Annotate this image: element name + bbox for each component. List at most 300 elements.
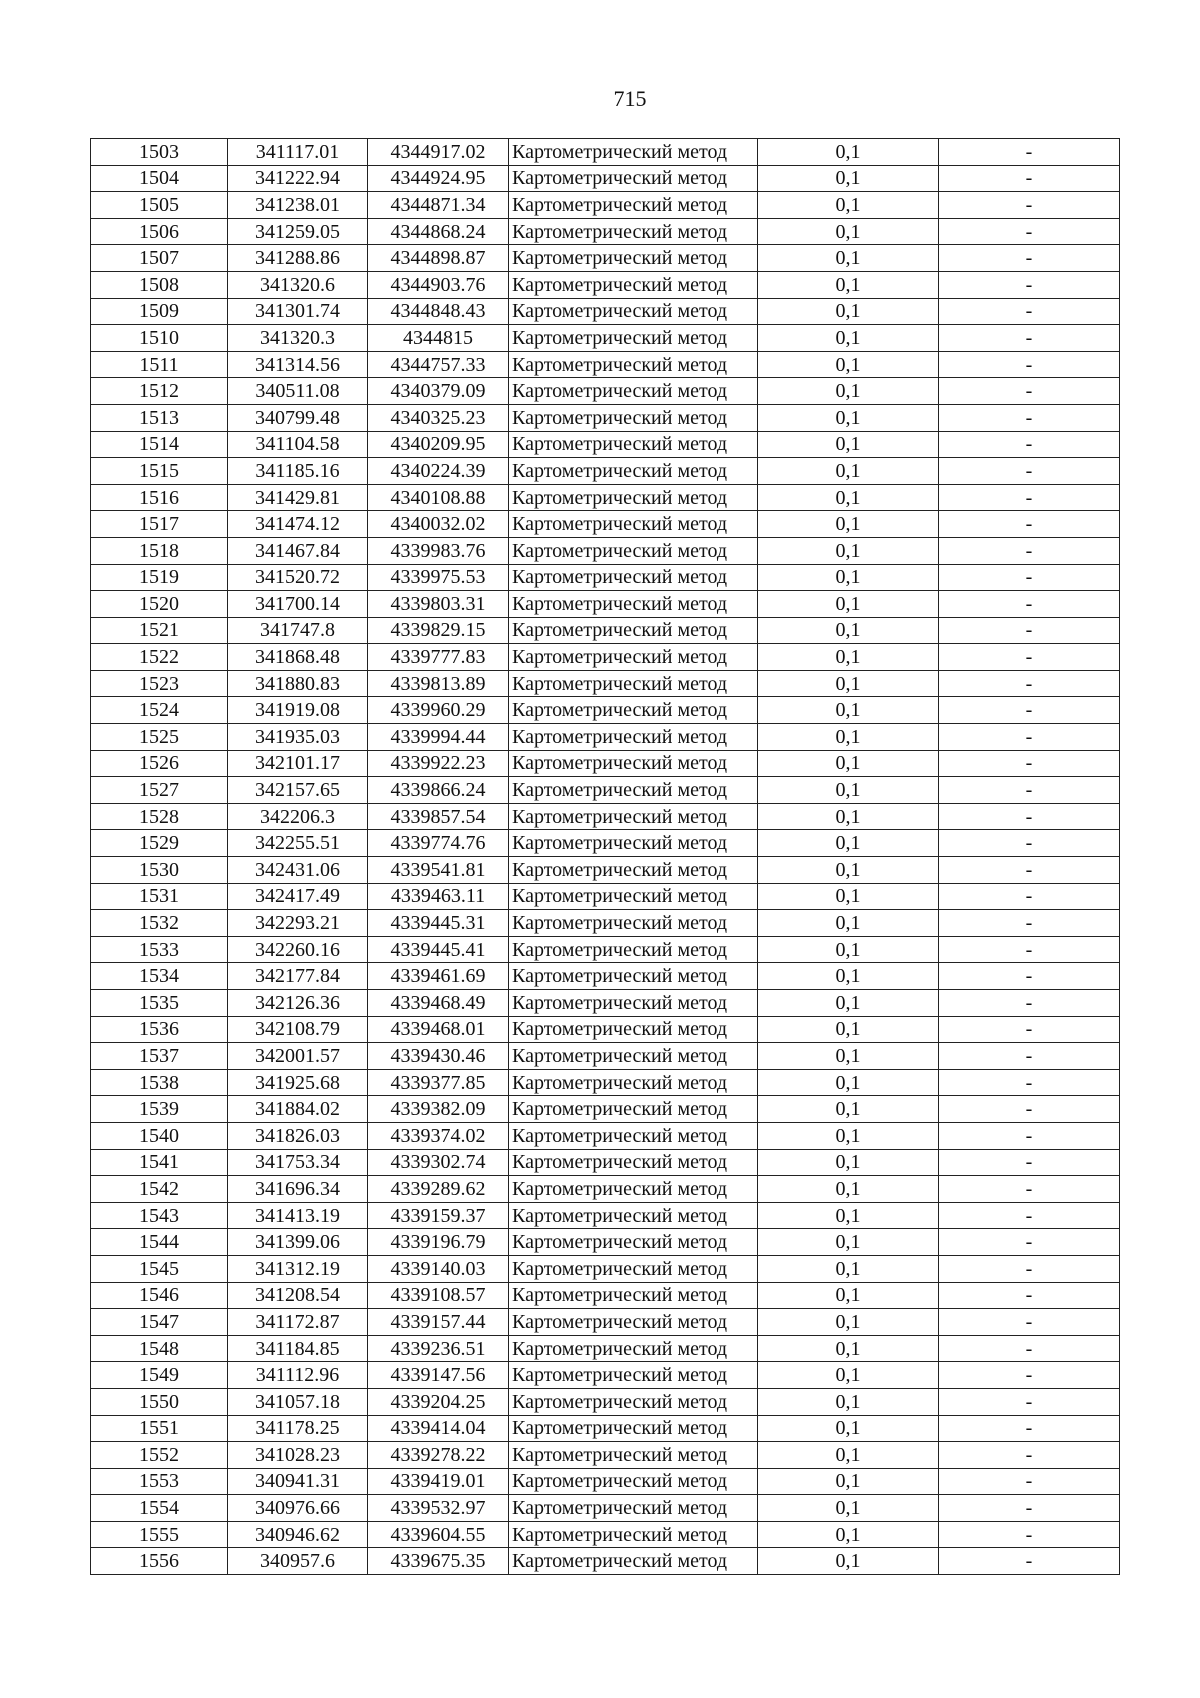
method-cell: Картометрический метод [509, 165, 758, 192]
precision-cell: 0,1 [758, 1069, 939, 1096]
precision-cell: 0,1 [758, 1362, 939, 1389]
x-coordinate-cell: 342431.06 [228, 857, 368, 884]
x-coordinate-cell: 341474.12 [228, 511, 368, 538]
x-coordinate-cell: 341028.23 [228, 1442, 368, 1469]
description-cell: - [939, 537, 1120, 564]
precision-cell: 0,1 [758, 218, 939, 245]
x-coordinate-cell: 341222.94 [228, 165, 368, 192]
y-coordinate-cell: 4340379.09 [368, 378, 509, 405]
x-coordinate-cell: 342293.21 [228, 910, 368, 937]
description-cell: - [939, 431, 1120, 458]
y-coordinate-cell: 4339430.46 [368, 1043, 509, 1070]
precision-cell: 0,1 [758, 404, 939, 431]
description-cell: - [939, 139, 1120, 166]
x-coordinate-cell: 341185.16 [228, 458, 368, 485]
precision-cell: 0,1 [758, 990, 939, 1017]
precision-cell: 0,1 [758, 830, 939, 857]
x-coordinate-cell: 342101.17 [228, 750, 368, 777]
table-row [91, 830, 1120, 857]
y-coordinate-cell: 4339159.37 [368, 1202, 509, 1229]
y-coordinate-cell: 4339236.51 [368, 1335, 509, 1362]
table-row [91, 1388, 1120, 1415]
precision-cell: 0,1 [758, 1335, 939, 1362]
x-coordinate-cell: 340941.31 [228, 1468, 368, 1495]
x-coordinate-cell: 341312.19 [228, 1255, 368, 1282]
point-number-cell: 1527 [91, 777, 228, 804]
x-coordinate-cell: 341259.05 [228, 218, 368, 245]
x-coordinate-cell: 341696.34 [228, 1176, 368, 1203]
table-row [91, 1468, 1120, 1495]
description-cell: - [939, 1442, 1120, 1469]
x-coordinate-cell: 341700.14 [228, 591, 368, 618]
description-cell: - [939, 724, 1120, 751]
method-cell: Картометрический метод [509, 1415, 758, 1442]
x-coordinate-cell: 341868.48 [228, 644, 368, 671]
method-cell: Картометрический метод [509, 803, 758, 830]
method-cell: Картометрический метод [509, 271, 758, 298]
y-coordinate-cell: 4339975.53 [368, 564, 509, 591]
x-coordinate-cell: 341057.18 [228, 1388, 368, 1415]
point-number-cell: 1512 [91, 378, 228, 405]
precision-cell: 0,1 [758, 1442, 939, 1469]
description-cell: - [939, 617, 1120, 644]
table-row [91, 511, 1120, 538]
y-coordinate-cell: 4339302.74 [368, 1149, 509, 1176]
table-row [91, 378, 1120, 405]
x-coordinate-cell: 341184.85 [228, 1335, 368, 1362]
point-number-cell: 1551 [91, 1415, 228, 1442]
point-number-cell: 1533 [91, 936, 228, 963]
x-coordinate-cell: 341413.19 [228, 1202, 368, 1229]
precision-cell: 0,1 [758, 298, 939, 325]
point-number-cell: 1510 [91, 325, 228, 352]
method-cell: Картометрический метод [509, 351, 758, 378]
y-coordinate-cell: 4344898.87 [368, 245, 509, 272]
method-cell: Картометрический метод [509, 990, 758, 1017]
x-coordinate-cell: 341178.25 [228, 1415, 368, 1442]
description-cell: - [939, 644, 1120, 671]
point-number-cell: 1516 [91, 484, 228, 511]
table-row [91, 1495, 1120, 1522]
x-coordinate-cell: 341104.58 [228, 431, 368, 458]
description-cell: - [939, 1069, 1120, 1096]
point-number-cell: 1536 [91, 1016, 228, 1043]
method-cell: Картометрический метод [509, 192, 758, 219]
point-number-cell: 1542 [91, 1176, 228, 1203]
x-coordinate-cell: 341826.03 [228, 1122, 368, 1149]
y-coordinate-cell: 4339857.54 [368, 803, 509, 830]
table-row [91, 298, 1120, 325]
method-cell: Картометрический метод [509, 218, 758, 245]
point-number-cell: 1528 [91, 803, 228, 830]
description-cell: - [939, 1016, 1120, 1043]
point-number-cell: 1506 [91, 218, 228, 245]
point-number-cell: 1519 [91, 564, 228, 591]
y-coordinate-cell: 4339204.25 [368, 1388, 509, 1415]
y-coordinate-cell: 4344871.34 [368, 192, 509, 219]
x-coordinate-cell: 342108.79 [228, 1016, 368, 1043]
precision-cell: 0,1 [758, 963, 939, 990]
x-coordinate-cell: 342126.36 [228, 990, 368, 1017]
point-number-cell: 1514 [91, 431, 228, 458]
point-number-cell: 1538 [91, 1069, 228, 1096]
y-coordinate-cell: 4339774.76 [368, 830, 509, 857]
precision-cell: 0,1 [758, 1122, 939, 1149]
coordinates-table-body [91, 139, 1120, 1575]
description-cell: - [939, 777, 1120, 804]
point-number-cell: 1526 [91, 750, 228, 777]
method-cell: Картометрический метод [509, 857, 758, 884]
precision-cell: 0,1 [758, 697, 939, 724]
point-number-cell: 1515 [91, 458, 228, 485]
point-number-cell: 1554 [91, 1495, 228, 1522]
table-row [91, 404, 1120, 431]
table-row [91, 165, 1120, 192]
y-coordinate-cell: 4344903.76 [368, 271, 509, 298]
method-cell: Картометрический метод [509, 1202, 758, 1229]
page-number: 715 [613, 86, 647, 111]
point-number-cell: 1547 [91, 1309, 228, 1336]
precision-cell: 0,1 [758, 1016, 939, 1043]
y-coordinate-cell: 4339278.22 [368, 1442, 509, 1469]
table-row [91, 1521, 1120, 1548]
precision-cell: 0,1 [758, 910, 939, 937]
description-cell: - [939, 378, 1120, 405]
table-row [91, 431, 1120, 458]
method-cell: Картометрический метод [509, 1229, 758, 1256]
description-cell: - [939, 1282, 1120, 1309]
table-row [91, 750, 1120, 777]
point-number-cell: 1543 [91, 1202, 228, 1229]
x-coordinate-cell: 341919.08 [228, 697, 368, 724]
point-number-cell: 1520 [91, 591, 228, 618]
description-cell: - [939, 1415, 1120, 1442]
precision-cell: 0,1 [758, 431, 939, 458]
point-number-cell: 1548 [91, 1335, 228, 1362]
point-number-cell: 1504 [91, 165, 228, 192]
method-cell: Картометрический метод [509, 670, 758, 697]
table-row [91, 936, 1120, 963]
table-row [91, 670, 1120, 697]
precision-cell: 0,1 [758, 883, 939, 910]
precision-cell: 0,1 [758, 1202, 939, 1229]
y-coordinate-cell: 4339157.44 [368, 1309, 509, 1336]
point-number-cell: 1503 [91, 139, 228, 166]
description-cell: - [939, 218, 1120, 245]
method-cell: Картометрический метод [509, 936, 758, 963]
precision-cell: 0,1 [758, 1521, 939, 1548]
description-cell: - [939, 1229, 1120, 1256]
x-coordinate-cell: 341238.01 [228, 192, 368, 219]
precision-cell: 0,1 [758, 1495, 939, 1522]
x-coordinate-cell: 342260.16 [228, 936, 368, 963]
y-coordinate-cell: 4340209.95 [368, 431, 509, 458]
description-cell: - [939, 1362, 1120, 1389]
method-cell: Картометрический метод [509, 245, 758, 272]
description-cell: - [939, 404, 1120, 431]
method-cell: Картометрический метод [509, 1335, 758, 1362]
y-coordinate-cell: 4340032.02 [368, 511, 509, 538]
y-coordinate-cell: 4344815 [368, 325, 509, 352]
precision-cell: 0,1 [758, 511, 939, 538]
method-cell: Картометрический метод [509, 1255, 758, 1282]
description-cell: - [939, 750, 1120, 777]
method-cell: Картометрический метод [509, 1016, 758, 1043]
y-coordinate-cell: 4344917.02 [368, 139, 509, 166]
x-coordinate-cell: 342001.57 [228, 1043, 368, 1070]
precision-cell: 0,1 [758, 537, 939, 564]
table-row [91, 218, 1120, 245]
point-number-cell: 1537 [91, 1043, 228, 1070]
method-cell: Картометрический метод [509, 1468, 758, 1495]
table-row [91, 803, 1120, 830]
table-row [91, 564, 1120, 591]
method-cell: Картометрический метод [509, 1388, 758, 1415]
precision-cell: 0,1 [758, 1255, 939, 1282]
table-row [91, 245, 1120, 272]
method-cell: Картометрический метод [509, 511, 758, 538]
description-cell: - [939, 165, 1120, 192]
method-cell: Картометрический метод [509, 1495, 758, 1522]
point-number-cell: 1505 [91, 192, 228, 219]
y-coordinate-cell: 4339813.89 [368, 670, 509, 697]
description-cell: - [939, 670, 1120, 697]
y-coordinate-cell: 4340108.88 [368, 484, 509, 511]
table-row [91, 1176, 1120, 1203]
description-cell: - [939, 1122, 1120, 1149]
method-cell: Картометрический метод [509, 1149, 758, 1176]
description-cell: - [939, 1495, 1120, 1522]
x-coordinate-cell: 341112.96 [228, 1362, 368, 1389]
y-coordinate-cell: 4339445.31 [368, 910, 509, 937]
table-row [91, 1335, 1120, 1362]
table-row [91, 1548, 1120, 1575]
description-cell: - [939, 1202, 1120, 1229]
method-cell: Картометрический метод [509, 617, 758, 644]
method-cell: Картометрический метод [509, 1282, 758, 1309]
point-number-cell: 1546 [91, 1282, 228, 1309]
x-coordinate-cell: 341753.34 [228, 1149, 368, 1176]
method-cell: Картометрический метод [509, 537, 758, 564]
description-cell: - [939, 484, 1120, 511]
description-cell: - [939, 458, 1120, 485]
table-row [91, 192, 1120, 219]
description-cell: - [939, 298, 1120, 325]
precision-cell: 0,1 [758, 378, 939, 405]
table-row [91, 777, 1120, 804]
method-cell: Картометрический метод [509, 1442, 758, 1469]
point-number-cell: 1517 [91, 511, 228, 538]
y-coordinate-cell: 4339604.55 [368, 1521, 509, 1548]
y-coordinate-cell: 4339414.04 [368, 1415, 509, 1442]
point-number-cell: 1545 [91, 1255, 228, 1282]
precision-cell: 0,1 [758, 458, 939, 485]
precision-cell: 0,1 [758, 564, 939, 591]
point-number-cell: 1522 [91, 644, 228, 671]
table-row [91, 883, 1120, 910]
table-row [91, 1096, 1120, 1123]
description-cell: - [939, 511, 1120, 538]
precision-cell: 0,1 [758, 245, 939, 272]
point-number-cell: 1535 [91, 990, 228, 1017]
table-row [91, 963, 1120, 990]
table-row [91, 1442, 1120, 1469]
point-number-cell: 1552 [91, 1442, 228, 1469]
method-cell: Картометрический метод [509, 1176, 758, 1203]
x-coordinate-cell: 340799.48 [228, 404, 368, 431]
y-coordinate-cell: 4339532.97 [368, 1495, 509, 1522]
table-row [91, 1415, 1120, 1442]
description-cell: - [939, 1149, 1120, 1176]
method-cell: Картометрический метод [509, 1096, 758, 1123]
description-cell: - [939, 1335, 1120, 1362]
x-coordinate-cell: 341520.72 [228, 564, 368, 591]
y-coordinate-cell: 4339983.76 [368, 537, 509, 564]
x-coordinate-cell: 340511.08 [228, 378, 368, 405]
y-coordinate-cell: 4339377.85 [368, 1069, 509, 1096]
x-coordinate-cell: 340976.66 [228, 1495, 368, 1522]
x-coordinate-cell: 341925.68 [228, 1069, 368, 1096]
precision-cell: 0,1 [758, 1229, 939, 1256]
point-number-cell: 1507 [91, 245, 228, 272]
y-coordinate-cell: 4344848.43 [368, 298, 509, 325]
y-coordinate-cell: 4340224.39 [368, 458, 509, 485]
y-coordinate-cell: 4339866.24 [368, 777, 509, 804]
y-coordinate-cell: 4339960.29 [368, 697, 509, 724]
precision-cell: 0,1 [758, 192, 939, 219]
precision-cell: 0,1 [758, 617, 939, 644]
point-number-cell: 1555 [91, 1521, 228, 1548]
precision-cell: 0,1 [758, 591, 939, 618]
coordinates-table [90, 138, 1120, 1575]
description-cell: - [939, 192, 1120, 219]
y-coordinate-cell: 4339994.44 [368, 724, 509, 751]
y-coordinate-cell: 4339922.23 [368, 750, 509, 777]
precision-cell: 0,1 [758, 1309, 939, 1336]
table-row [91, 1362, 1120, 1389]
description-cell: - [939, 1468, 1120, 1495]
x-coordinate-cell: 341467.84 [228, 537, 368, 564]
x-coordinate-cell: 341399.06 [228, 1229, 368, 1256]
method-cell: Картометрический метод [509, 458, 758, 485]
table-row [91, 990, 1120, 1017]
description-cell: - [939, 990, 1120, 1017]
y-coordinate-cell: 4339289.62 [368, 1176, 509, 1203]
x-coordinate-cell: 341117.01 [228, 139, 368, 166]
method-cell: Картометрический метод [509, 883, 758, 910]
description-cell: - [939, 325, 1120, 352]
x-coordinate-cell: 341884.02 [228, 1096, 368, 1123]
table-row [91, 537, 1120, 564]
point-number-cell: 1529 [91, 830, 228, 857]
table-row [91, 1069, 1120, 1096]
y-coordinate-cell: 4339463.11 [368, 883, 509, 910]
method-cell: Картометрический метод [509, 298, 758, 325]
description-cell: - [939, 910, 1120, 937]
x-coordinate-cell: 341208.54 [228, 1282, 368, 1309]
method-cell: Картометрический метод [509, 404, 758, 431]
y-coordinate-cell: 4339461.69 [368, 963, 509, 990]
x-coordinate-cell: 342417.49 [228, 883, 368, 910]
method-cell: Картометрический метод [509, 431, 758, 458]
method-cell: Картометрический метод [509, 910, 758, 937]
method-cell: Картометрический метод [509, 644, 758, 671]
method-cell: Картометрический метод [509, 1043, 758, 1070]
x-coordinate-cell: 341301.74 [228, 298, 368, 325]
point-number-cell: 1511 [91, 351, 228, 378]
table-row [91, 724, 1120, 751]
table-row [91, 484, 1120, 511]
precision-cell: 0,1 [758, 271, 939, 298]
precision-cell: 0,1 [758, 1043, 939, 1070]
description-cell: - [939, 803, 1120, 830]
x-coordinate-cell: 341429.81 [228, 484, 368, 511]
y-coordinate-cell: 4344924.95 [368, 165, 509, 192]
x-coordinate-cell: 341747.8 [228, 617, 368, 644]
point-number-cell: 1509 [91, 298, 228, 325]
x-coordinate-cell: 342177.84 [228, 963, 368, 990]
precision-cell: 0,1 [758, 1096, 939, 1123]
point-number-cell: 1553 [91, 1468, 228, 1495]
point-number-cell: 1540 [91, 1122, 228, 1149]
point-number-cell: 1513 [91, 404, 228, 431]
x-coordinate-cell: 342255.51 [228, 830, 368, 857]
description-cell: - [939, 697, 1120, 724]
description-cell: - [939, 963, 1120, 990]
method-cell: Картометрический метод [509, 1309, 758, 1336]
precision-cell: 0,1 [758, 484, 939, 511]
x-coordinate-cell: 341172.87 [228, 1309, 368, 1336]
precision-cell: 0,1 [758, 1415, 939, 1442]
y-coordinate-cell: 4339108.57 [368, 1282, 509, 1309]
description-cell: - [939, 564, 1120, 591]
y-coordinate-cell: 4339468.49 [368, 990, 509, 1017]
y-coordinate-cell: 4339196.79 [368, 1229, 509, 1256]
y-coordinate-cell: 4340325.23 [368, 404, 509, 431]
point-number-cell: 1521 [91, 617, 228, 644]
method-cell: Картометрический метод [509, 1548, 758, 1575]
x-coordinate-cell: 341288.86 [228, 245, 368, 272]
point-number-cell: 1549 [91, 1362, 228, 1389]
y-coordinate-cell: 4339140.03 [368, 1255, 509, 1282]
table-row [91, 591, 1120, 618]
precision-cell: 0,1 [758, 936, 939, 963]
table-row [91, 139, 1120, 166]
point-number-cell: 1508 [91, 271, 228, 298]
point-number-cell: 1534 [91, 963, 228, 990]
x-coordinate-cell: 341320.6 [228, 271, 368, 298]
description-cell: - [939, 857, 1120, 884]
method-cell: Картометрический метод [509, 830, 758, 857]
precision-cell: 0,1 [758, 644, 939, 671]
precision-cell: 0,1 [758, 724, 939, 751]
description-cell: - [939, 883, 1120, 910]
y-coordinate-cell: 4339147.56 [368, 1362, 509, 1389]
x-coordinate-cell: 341880.83 [228, 670, 368, 697]
y-coordinate-cell: 4339445.41 [368, 936, 509, 963]
description-cell: - [939, 1548, 1120, 1575]
x-coordinate-cell: 341935.03 [228, 724, 368, 751]
description-cell: - [939, 271, 1120, 298]
precision-cell: 0,1 [758, 750, 939, 777]
method-cell: Картометрический метод [509, 1122, 758, 1149]
precision-cell: 0,1 [758, 139, 939, 166]
y-coordinate-cell: 4339374.02 [368, 1122, 509, 1149]
x-coordinate-cell: 340946.62 [228, 1521, 368, 1548]
x-coordinate-cell: 341320.3 [228, 325, 368, 352]
point-number-cell: 1524 [91, 697, 228, 724]
y-coordinate-cell: 4339419.01 [368, 1468, 509, 1495]
